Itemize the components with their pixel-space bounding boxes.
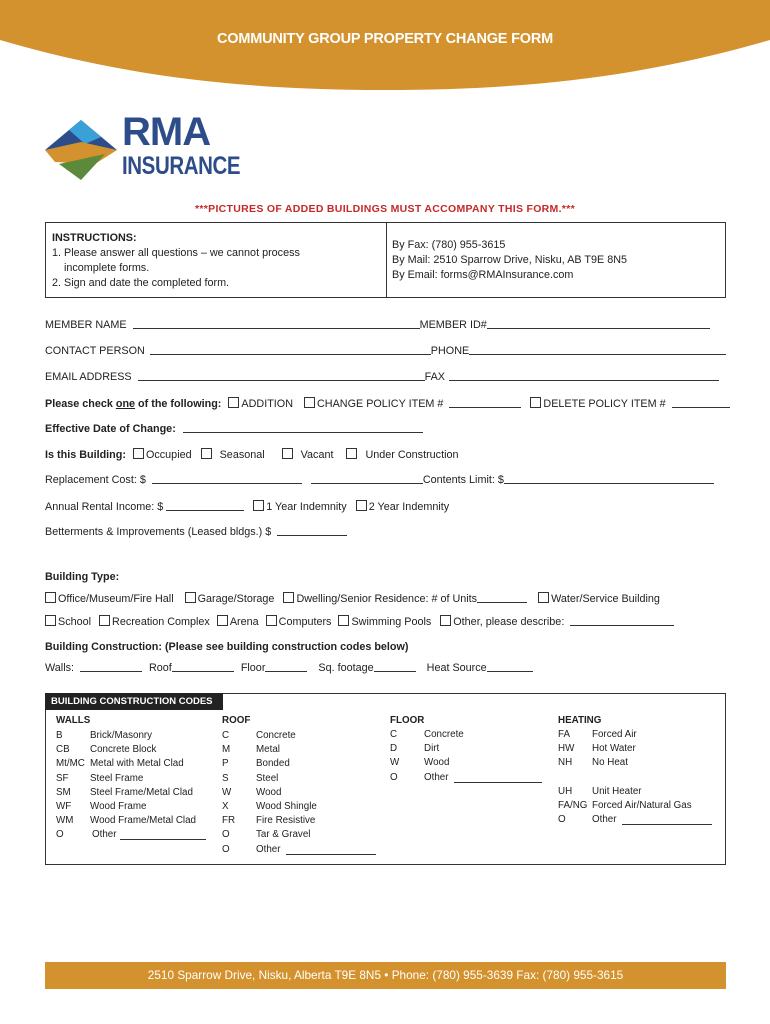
recreation-checkbox[interactable] [99,615,110,626]
member-row [45,319,710,331]
floor-heading: FLOOR [390,715,425,726]
building-construction-label: Building Construction: (Please see building construction codes below) [45,641,409,653]
garage-checkbox[interactable] [185,592,196,603]
recreation-label: Recreation Complex [112,616,210,628]
computers-label: Computers [278,616,332,628]
heat-source-field[interactable] [487,662,533,672]
construction-row [45,662,533,674]
floor-other-field[interactable] [454,773,542,783]
walls-code-description: Wood Frame/Metal Clad [90,815,196,827]
walls-code: CB [56,744,70,756]
instructions-line-2: incomplete forms. [64,262,150,274]
fax-label: FAX [424,371,446,383]
construction-codes-box [45,693,726,865]
addition-label: ADDITION [241,398,293,410]
phone-label: PHONE [430,345,470,357]
heating-code-description: Hot Water [592,743,636,755]
other-type-label: Other, please describe: [453,616,565,628]
walls-code-description: Steel Frame/Metal Clad [90,786,193,798]
logo-insurance-text: INSURANCE [122,152,241,180]
sqft-label: Sq. footage [318,662,374,674]
heat-source-label: Heat Source [426,662,487,674]
form-title: COMMUNITY GROUP PROPERTY CHANGE FORM [217,31,553,47]
floor-code-description: Other [424,771,449,783]
roof-code: W [222,786,232,798]
heating-code-description: Forced Air/Natural Gas [592,800,692,811]
floor-code: C [390,729,398,740]
school-label: School [58,616,92,628]
walls-code-description: Concrete Block [90,744,157,756]
walls-code: WF [56,801,72,812]
roof-code: O [222,829,230,841]
instructions-heading: INSTRUCTIONS: [52,232,137,244]
replacement-row [45,474,714,486]
heating-code: HW [558,743,575,755]
rma-logo [45,110,241,185]
indemnity-2-label: 2 Year Indemnity [368,501,450,513]
pictures-warning: ***PICTURES OF ADDED BUILDINGS MUST ACCOMPANY THIS FORM.*** [195,203,575,215]
roof-code: C [222,730,230,741]
arena-label: Arena [229,616,259,628]
dwelling-label: Dwelling/Senior Residence: # of Units [296,593,478,605]
roof-code-description: Metal [256,744,280,756]
building-status-row [45,448,458,461]
roof-code-description: Bonded [256,758,290,770]
roof-code-description: Concrete [256,730,296,741]
building-type-label: Building Type: [45,571,120,583]
floor-code: W [390,757,400,769]
seasonal-label: Seasonal [219,449,265,461]
floor-code-description: Dirt [424,743,440,755]
units-field[interactable] [477,593,527,603]
effective-date-field[interactable] [183,423,423,433]
email-address-field[interactable] [138,371,425,381]
walls-code: Mt/MC [56,758,85,770]
member-id-field[interactable] [487,319,710,329]
roof-code: S [222,772,229,784]
pools-label: Swimming Pools [351,616,432,628]
roof-code-description: Other [256,843,281,855]
office-label: Office/Museum/Fire Hall [58,593,174,605]
computers-checkbox[interactable] [266,615,277,626]
walls-code-description: Other [92,829,117,841]
instructions-divider [386,223,387,297]
fax-field[interactable] [449,371,719,381]
heating-heading: HEATING [558,715,602,726]
delete-policy-checkbox[interactable] [530,397,541,408]
roof-code-description: Tar & Gravel [256,829,311,841]
contact-row [45,345,726,357]
roof-code: O [222,843,230,855]
dwelling-checkbox[interactable] [283,592,294,603]
occupied-label: Occupied [145,449,192,461]
annual-rental-field[interactable] [166,501,244,511]
roof-code-description: Fire Resistive [256,815,316,827]
walls-code-description: Wood Frame [90,801,147,812]
footer-address-bar: 2510 Sparrow Drive, Nisku, Alberta T9E 8N5 • Phone: (780) 955-3639 Fax: (780) 955-3615 [45,962,726,989]
walls-code: SF [56,772,69,784]
occupied-checkbox[interactable] [133,448,144,459]
instructions-line-1: 1. Please answer all questions – we cannot process [52,247,300,259]
indemnity-1-label: 1 Year Indemnity [266,501,347,513]
roof-code: P [222,758,229,770]
replacement-cost-field[interactable] [152,474,302,484]
logo-rma-text: RMA [122,110,211,154]
pools-checkbox[interactable] [338,615,349,626]
change-policy-field[interactable] [449,398,521,408]
floor-field[interactable] [265,662,307,672]
heating-code-description: No Heat [592,757,628,769]
other-type-checkbox[interactable] [440,615,451,626]
contents-limit-label: Contents Limit: $ [422,474,504,486]
contact-person-label: CONTACT PERSON [45,345,145,357]
walls-code-description: Metal with Metal Clad [90,758,184,770]
member-name-label: MEMBER NAME [45,319,127,331]
roof-heading: ROOF [222,715,251,726]
check-one-row [45,397,730,410]
indemnity-1-checkbox[interactable] [253,500,264,511]
heating-other-field[interactable] [622,815,712,825]
water-label: Water/Service Building [551,593,660,605]
arena-checkbox[interactable] [217,615,228,626]
effective-date-row [45,423,423,435]
floor-code: O [390,771,398,783]
instructions-line-3: 2. Sign and date the completed form. [52,277,230,289]
vacant-checkbox[interactable] [282,448,293,459]
office-checkbox[interactable] [45,592,56,603]
rental-row [45,500,449,513]
walls-field[interactable] [80,662,142,672]
heating-code-description: Forced Air [592,729,637,740]
walls-code: O [56,829,64,841]
roof-code-description: Wood Shingle [256,801,317,812]
walls-heading: WALLS [56,715,91,726]
roof-code-description: Wood [256,786,282,798]
member-name-field[interactable] [133,319,420,329]
delete-policy-field[interactable] [672,398,730,408]
walls-other-field[interactable] [120,830,206,840]
floor-code-description: Concrete [424,729,464,740]
heating-code: O [558,814,566,826]
school-checkbox[interactable] [45,615,56,626]
floor-code-description: Wood [424,757,450,769]
roof-code: M [222,744,231,756]
under-construction-label: Under Construction [365,449,459,461]
delete-policy-label: DELETE POLICY ITEM # [543,398,666,410]
other-type-field[interactable] [570,616,674,626]
contact-mail: By Mail: 2510 Sparrow Drive, Nisku, AB T9E 8N5 [392,254,628,266]
roof-code: FR [222,815,236,827]
effective-date-label: Effective Date of Change: [45,423,176,435]
replacement-cost-label: Replacement Cost: $ [45,474,146,486]
logo-mark-icon [45,114,117,186]
phone-field[interactable] [469,345,726,355]
building-type-row-2 [45,615,674,628]
member-id-label: MEMBER ID# [419,319,487,331]
roof-code-description: Steel [256,772,279,784]
heating-code: UH [558,785,573,797]
vacant-label: Vacant [300,449,334,461]
walls-code: SM [56,786,71,798]
indemnity-2-checkbox[interactable] [356,500,367,511]
addition-checkbox[interactable] [228,397,239,408]
betterments-label: Betterments & Improvements (Leased bldgs.) $ [45,526,272,538]
change-policy-label: CHANGE POLICY ITEM # [317,398,444,410]
roof-other-field[interactable] [286,845,376,855]
email-address-label: EMAIL ADDRESS [45,371,132,383]
walls-code: WM [56,815,74,827]
roof-label: Roof [149,662,172,674]
annual-rental-label: Annual Rental Income: $ [45,501,164,513]
replacement-cost-extra-field[interactable] [311,474,423,484]
roof-code: X [222,801,229,812]
change-policy-checkbox[interactable] [304,397,315,408]
header-banner [0,0,770,95]
heating-code: FA [558,729,570,740]
walls-code-description: Brick/Masonry [90,730,153,741]
walls-code: B [56,730,63,741]
heating-code-description: Other [592,814,617,826]
instructions-box [45,222,726,298]
floor-label: Floor [240,662,266,674]
contact-fax: By Fax: (780) 955-3615 [392,239,506,251]
contents-limit-field[interactable] [504,474,714,484]
email-row [45,371,719,383]
water-checkbox[interactable] [538,592,549,603]
building-type-row-1 [45,592,660,605]
codes-title: BUILDING CONSTRUCTION CODES [45,693,223,710]
roof-field[interactable] [172,662,234,672]
contact-person-field[interactable] [150,345,431,355]
sqft-field[interactable] [374,662,416,672]
betterments-row [45,526,347,538]
heating-code: FA/NG [558,800,588,811]
walls-label: Walls: [45,662,74,674]
check-one-label: Please check one of the following: [45,398,222,410]
building-status-label: Is this Building: [45,449,126,461]
seasonal-checkbox[interactable] [201,448,212,459]
heating-code: NH [558,757,573,769]
contact-email: By Email: forms@RMAInsurance.com [392,269,574,281]
garage-label: Garage/Storage [197,593,275,605]
walls-code-description: Steel Frame [90,772,144,784]
betterments-field[interactable] [277,526,347,536]
floor-code: D [390,743,398,755]
heating-code-description: Unit Heater [592,785,642,797]
under-construction-checkbox[interactable] [346,448,357,459]
